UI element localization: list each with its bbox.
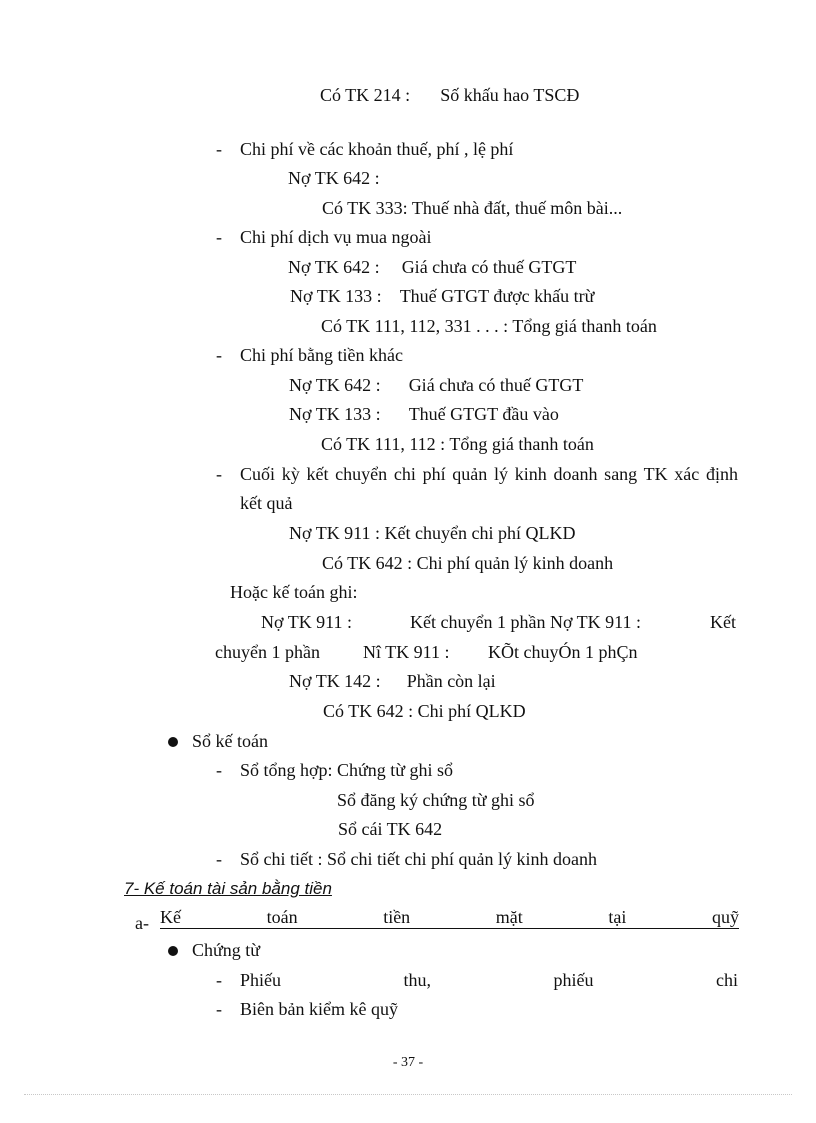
credit-line: Có TK 111, 112 : Tổng giá thanh toán <box>321 434 594 454</box>
debit-line: Nợ TK 142 : <box>289 671 381 691</box>
dash-marker: - <box>216 849 222 869</box>
section-label: Chứng từ <box>192 940 261 960</box>
list-item: Biên bản kiểm kê quỹ <box>240 999 398 1019</box>
credit-desc: Số khấu hao TSCĐ <box>440 85 580 105</box>
credit-line: Có TK 111, 112, 331 . . . : Tổng giá thanh toán <box>321 316 657 336</box>
section-heading: 7- Kế toán tài sản bằng tiền <box>124 879 332 898</box>
dash-marker: - <box>216 139 222 159</box>
debit-desc-garbled: KÕt chuyÓn 1 phÇn <box>488 642 638 662</box>
debit-desc: Giá chưa có thuế GTGT <box>401 257 577 277</box>
alternative-note: Hoặc kế toán ghi: <box>230 582 358 602</box>
list-item: Chi phí bằng tiền khác <box>240 345 403 365</box>
bullet-icon <box>168 946 178 956</box>
debit-desc: Thuế GTGT được khấu trừ <box>399 286 595 306</box>
credit-line: Có TK 642 : Chi phí quản lý kinh doanh <box>322 553 614 573</box>
list-item-continued: kết quả <box>240 493 293 513</box>
debit-desc: Giá chưa có thuế GTGT <box>408 375 584 395</box>
dash-marker: - <box>216 970 222 990</box>
subsection-heading: Kế toán tiền mặt tại quỹ <box>160 907 739 927</box>
dash-marker: - <box>216 345 222 365</box>
dash-marker: - <box>216 760 222 780</box>
list-item: Phiếu thu, phiếu chi <box>240 970 738 990</box>
debit-desc-continued: Kết <box>710 612 736 632</box>
debit-line: Nợ TK 911 : Kết chuyển chi phí QLKD <box>289 523 576 543</box>
list-item: Sổ tổng hợp: Chứng từ ghi sổ <box>240 760 454 780</box>
list-item: Chi phí về các khoản thuế, phí , lệ phí <box>240 139 514 159</box>
list-item: Chi phí dịch vụ mua ngoài <box>240 227 432 247</box>
debit-line: Nợ TK 911 : <box>261 612 353 632</box>
debit-line: Nợ TK 642 : <box>288 257 380 277</box>
debit-desc-continued: chuyển 1 phần <box>215 642 320 662</box>
credit-line: Có TK 333: Thuế nhà đất, thuế môn bài... <box>322 198 623 218</box>
credit-line: Có TK 642 : Chi phí QLKD <box>323 701 526 721</box>
page-divider <box>24 1094 792 1095</box>
list-item: Cuối kỳ kết chuyển chi phí quản lý kinh doanh sang TK xác định <box>240 464 738 484</box>
debit-line: Nợ TK 133 : <box>289 404 381 424</box>
debit-line: Nợ TK 133 : <box>290 286 382 306</box>
debit-desc: Phần còn lại <box>406 671 496 691</box>
section-label: Sổ kế toán <box>192 731 268 751</box>
list-item-continued: Sổ đăng ký chứng từ ghi sổ <box>337 790 535 810</box>
credit-line: Có TK 214 : <box>320 85 411 105</box>
dash-marker: - <box>216 227 222 247</box>
dash-marker: - <box>216 999 222 1019</box>
subsection-marker: a- <box>135 913 149 933</box>
list-item: Sổ chi tiết : Sổ chi tiết chi phí quản lý kinh doanh <box>240 849 597 869</box>
page-number: - 37 - <box>392 1055 424 1070</box>
bullet-icon <box>168 737 178 747</box>
debit-desc: Kết chuyển 1 phần Nợ TK 911 : <box>410 612 641 632</box>
debit-line-garbled: Nî TK 911 : <box>363 642 450 662</box>
debit-desc: Thuế GTGT đầu vào <box>408 404 559 424</box>
list-item-continued: Sổ cái TK 642 <box>338 819 443 839</box>
dash-marker: - <box>216 464 222 484</box>
debit-line: Nợ TK 642 : <box>288 168 380 188</box>
debit-line: Nợ TK 642 : <box>289 375 381 395</box>
